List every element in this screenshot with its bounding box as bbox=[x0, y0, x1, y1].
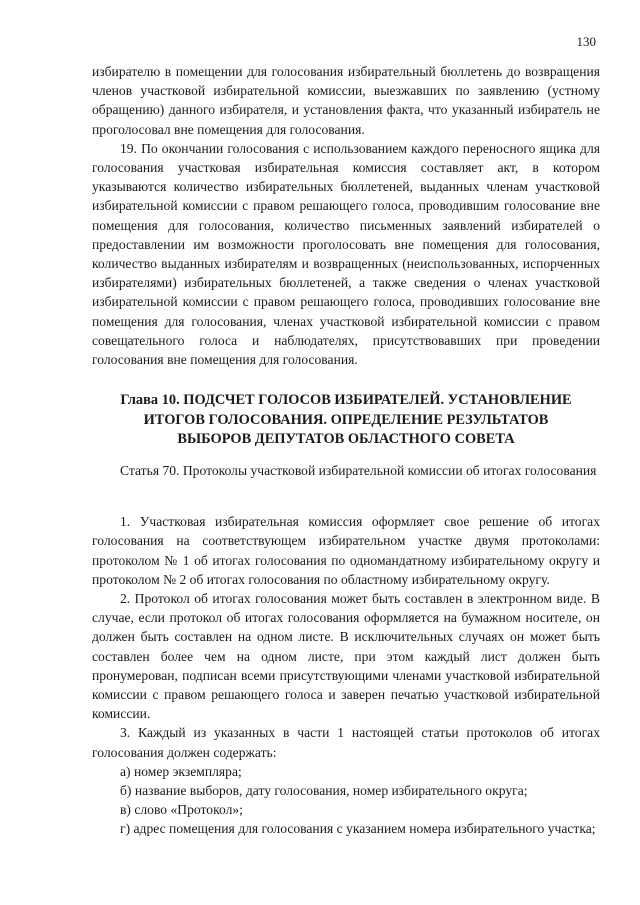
intro-paragraph: избирателю в помещении для голосования избирательный бюллетень до возвращения членов участковой избирательной комиссии, выезжавших по заявлению (устному обращению) данного избирателя, и установления факта, что указанный избиратель не проголосовал вне помещения для голосования. bbox=[92, 64, 600, 137]
chapter-heading-line-1: Глава 10. ПОДСЧЕТ ГОЛОСОВ ИЗБИРАТЕЛЕЙ. УСТАНОВЛЕНИЕ bbox=[120, 392, 572, 408]
body-text-top bbox=[92, 62, 600, 369]
page-number: 130 bbox=[576, 34, 596, 49]
chapter-heading-line-3: ВЫБОРОВ ДЕПУТАТОВ ОБЛАСТНОГО СОВЕТА bbox=[177, 431, 515, 447]
paragraph-3: 3. Каждый из указанных в части 1 настоящей статьи протоколов об итогах голосования должен содержать: bbox=[92, 725, 600, 760]
chapter-heading-line-2: ИТОГОВ ГОЛОСОВАНИЯ. ОПРЕДЕЛЕНИЕ РЕЗУЛЬТАТОВ bbox=[143, 411, 549, 428]
paragraph-19: 19. По окончании голосования с использованием каждого переносного ящика для голосования участковая избирательная комиссия составляет акт, в котором указываются количество избирательных бюллетеней, выданных членам участковой избирательной комиссии с правом решающего голоса, проводившим голосование вне помещения для голосования, количество письменных заявлений избирателей о предоставлении им возможности проголосовать вне помещения для голосования, количество выданных избирателям и возвращенных (неиспользованных, испорченных избирателями) избирательных бюллетеней, а также сведения о членах участковой избирательной комиссии с правом решающего голоса, проводивших голосование вне помещения для голосования, членах участковой избирательной комиссии с правом совещательного голоса и наблюдателях, присутствовавших при проведении голосования вне помещения для голосования. bbox=[92, 140, 600, 368]
list-item-v: в) слово «Протокол»; bbox=[120, 802, 243, 818]
list-item-g: г) адрес помещения для голосования с указанием номера избирательного участка; bbox=[120, 821, 596, 837]
article-heading: Статья 70. Протоколы участковой избирательной комиссии об итогах голосования bbox=[120, 463, 597, 478]
paragraph-1: 1. Участковая избирательная комиссия оформляет свое решение об итогах голосования на соответствующем избирательном участке двумя протоколами: протоколом № 1 об итогах голосования по одномандатному избирательному округу и протоколом № 2 об итогах голосования по областному избирательному округу. bbox=[92, 514, 600, 587]
article-section bbox=[92, 461, 600, 839]
paragraph-2: 2. Протокол об итогах голосования может быть составлен в электронном виде. В случае, если протокол об итогах голосования оформляется на бумажном носителе, он должен быть составлен на одном листе. В исключительных случаях он может быть составлен более чем на одном листе, при этом каждый лист должен быть пронумерован, подписан всеми присутствующими членами участковой избирательной комиссии с правом решающего голоса и заверен печатью участковой избирательной комиссии. bbox=[92, 591, 600, 722]
list-item-a: а) номер экземпляра; bbox=[120, 763, 242, 779]
list-item-b: б) название выборов, дату голосования, номер избирательного округа; bbox=[120, 783, 528, 799]
chapter-heading bbox=[92, 391, 600, 450]
